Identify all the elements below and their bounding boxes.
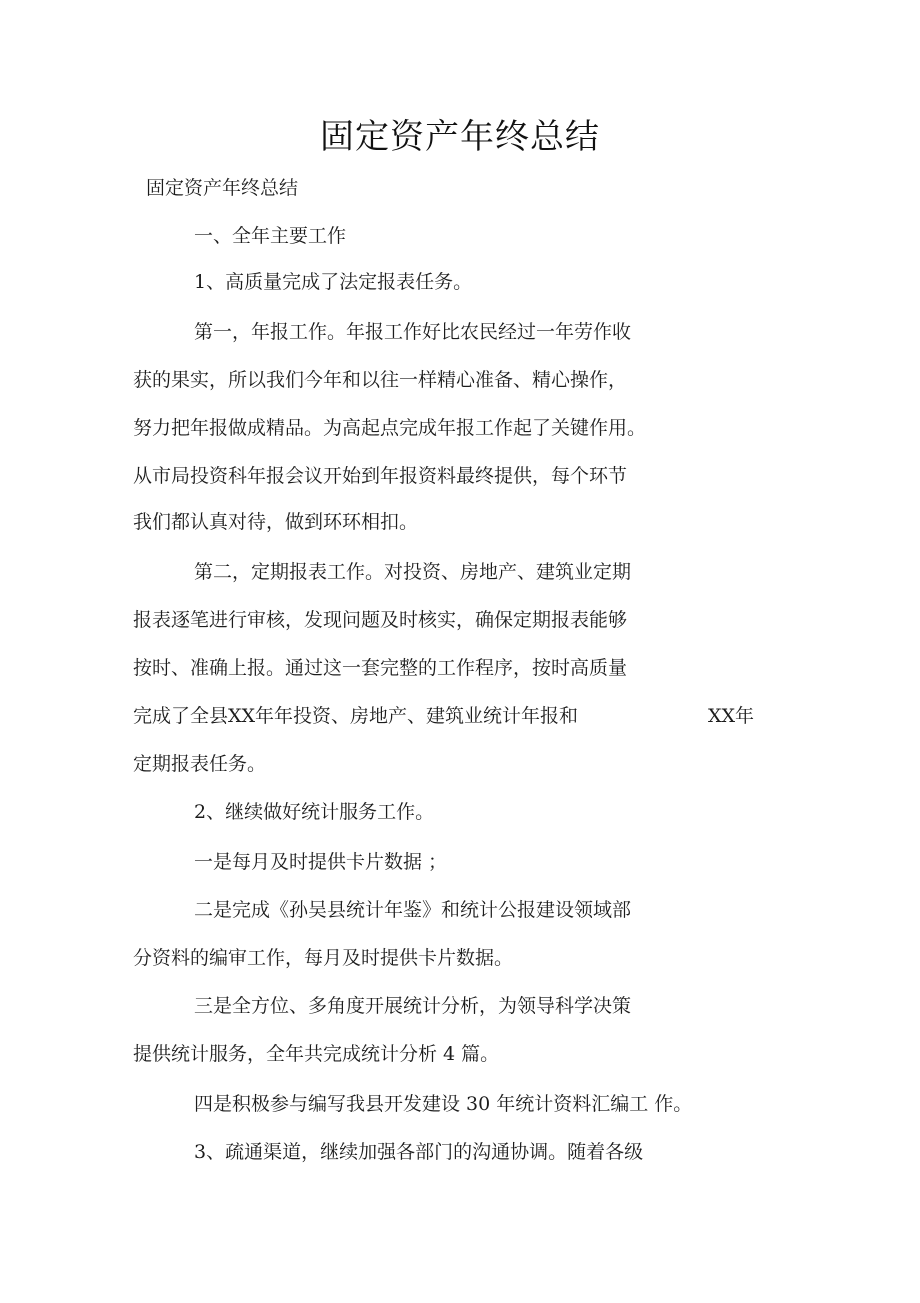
paragraph-line: 努力把年报做成精品。为高起点完成年报工作起了关键作用。 <box>133 417 647 439</box>
document-title: 固定资产年终总结 <box>320 117 600 157</box>
subheading-3: 3、疏通渠道，继续加强各部门的沟通协调。随着各级 <box>194 1141 644 1163</box>
paragraph-line: 一是每月及时提供卡片数据 ； <box>194 851 448 873</box>
paragraph-line: 从市局投资科年报会议开始到年报资料最终提供，每个环节 <box>133 465 628 487</box>
section-heading-1: 一、全年主要工作 <box>194 225 347 247</box>
document-subtitle: 固定资产年终总结 <box>146 177 299 199</box>
paragraph-line: 第二，定期报表工作。对投资、房地产、建筑业定期 <box>194 561 632 583</box>
subheading-1: 1、高质量完成了法定报表任务。 <box>194 271 473 293</box>
paragraph-line: 获的果实，所以我们今年和以往一样精心准备、精心操作， <box>133 369 628 391</box>
paragraph-line: 定期报表任务。 <box>133 753 267 775</box>
paragraph-line: 按时、准确上报。通过这一套完整的工作程序，按时高质量 <box>133 657 628 679</box>
paragraph-line-fragment: XX年 <box>708 705 755 727</box>
paragraph-line: 三是全方位、多角度开展统计分析，为领导科学决策 <box>194 995 632 1017</box>
paragraph-line: 我们都认真对待，做到环环相扣。 <box>133 511 419 533</box>
paragraph-line: 四是积极参与编写我县开发建设 30 年统计资料汇编工 作。 <box>194 1093 693 1115</box>
paragraph-line: 提供统计服务，全年共完成统计分析 4 篇。 <box>133 1043 500 1065</box>
paragraph-line: 完成了全县XX年年投资、房地产、建筑业统计年报和 <box>133 705 579 727</box>
paragraph-line: 第一，年报工作。年报工作好比农民经过一年劳作收 <box>194 321 632 343</box>
paragraph-line: 分资料的编审工作，每月及时提供卡片数据。 <box>133 947 514 969</box>
paragraph-line: 二是完成《孙吴县统计年鉴》和统计公报建设领域部 <box>194 899 632 921</box>
subheading-2: 2、继续做好统计服务工作。 <box>194 801 435 823</box>
paragraph-line: 报表逐笔进行审核，发现问题及时核实，确保定期报表能够 <box>133 609 628 631</box>
